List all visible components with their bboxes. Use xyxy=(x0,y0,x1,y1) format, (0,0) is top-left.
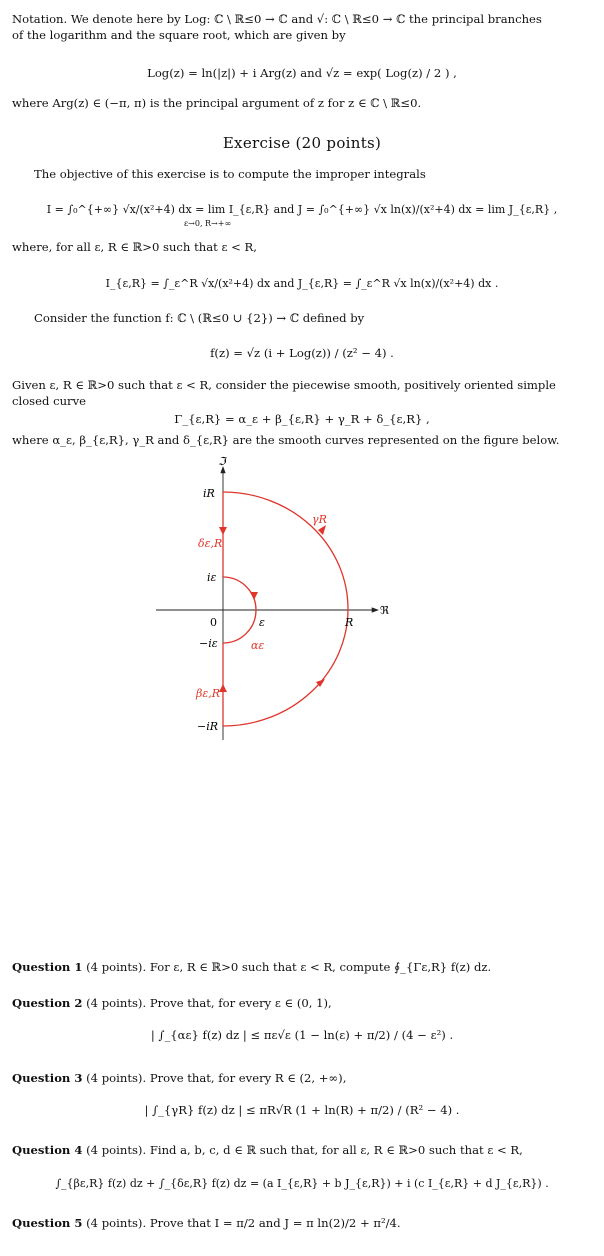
exercise-title: Exercise (20 points) xyxy=(222,134,382,152)
notation-line-2: of the logarithm and the square root, which are given by xyxy=(12,28,346,42)
label-alpha: αε xyxy=(251,639,265,652)
given-line-1: Given ε, R ∈ ℝ>0 such that ε < R, consider the piecewise smooth, positively oriented simple xyxy=(12,378,556,392)
question-4-label: Question 4 xyxy=(12,1143,83,1157)
question-4-text: (4 points). Find a, b, c, d ∈ ℝ such that, for all ε, R ∈ ℝ>0 such that ε < R, xyxy=(86,1143,523,1157)
question-3 xyxy=(12,1071,346,1086)
question-3-label: Question 3 xyxy=(12,1071,83,1085)
question-2-label: Question 2 xyxy=(12,996,83,1010)
integrals-I-J: I = ∫₀^{+∞} √x/(x²+4) dx = lim I_{ε,R} and J = ∫₀^{+∞} √x ln(x)/(x²+4) dx = lim J_{ε,R} , xyxy=(46,203,558,216)
question-2 xyxy=(12,996,332,1011)
question-5-label: Question 5 xyxy=(12,1216,83,1230)
label-i-eps: iε xyxy=(207,571,217,584)
given-line-2: closed curve xyxy=(12,394,87,408)
label-neg-i-eps: −iε xyxy=(199,637,218,650)
question-2-formula: | ∫_{αε} f(z) dz | ≤ πε√ε (1 − ln(ε) + π/2) / (4 − ε²) . xyxy=(150,1028,454,1042)
question-4 xyxy=(12,1143,523,1158)
contour-figure xyxy=(0,455,604,755)
notation-line-1: Notation. We denote here by Log: ℂ \ ℝ≤0 → ℂ and √: ℂ \ ℝ≤0 → ℂ the principal branches xyxy=(12,12,542,26)
label-iR: iR xyxy=(203,487,215,500)
label-beta: βε,R xyxy=(196,687,221,700)
where-curves: where α_ε, β_{ε,R}, γ_R and δ_{ε,R} are the smooth curves represented on the figure below. xyxy=(12,433,560,447)
label-R: R xyxy=(345,616,354,629)
integrals-eps-R: I_{ε,R} = ∫_ε^R √x/(x²+4) dx and J_{ε,R} = ∫_ε^R √x ln(x)/(x²+4) dx . xyxy=(105,277,499,290)
question-1 xyxy=(12,960,491,975)
objective-text: The objective of this exercise is to compute the improper integrals xyxy=(34,167,426,181)
question-1-label: Question 1 xyxy=(12,960,83,974)
gamma-R-curve xyxy=(223,492,348,726)
consider-function: Consider the function f: ℂ \ (ℝ≤0 ∪ {2}) → ℂ defined by xyxy=(34,311,365,325)
question-4-formula: ∫_{βε,R} f(z) dz + ∫_{δε,R} f(z) dz = (a I_{ε,R} + b J_{ε,R}) + i (c I_{ε,R} + d J_{ε,R}) . xyxy=(55,1177,549,1190)
arg-definition: where Arg(z) ∈ (−π, π) is the principal argument of z for z ∈ ℂ \ ℝ≤0. xyxy=(12,96,422,110)
alpha-arrow xyxy=(250,592,258,600)
label-eps: ε xyxy=(259,616,265,629)
f-definition: f(z) = √z (i + Log(z)) / (z² − 4) . xyxy=(210,346,394,360)
gamma-definition: Γ_{ε,R} = α_ε + β_{ε,R} + γ_R + δ_{ε,R} , xyxy=(174,412,430,426)
question-3-formula: | ∫_{γR} f(z) dz | ≤ πR√R (1 + ln(R) + π/2) / (R² − 4) . xyxy=(144,1103,460,1117)
question-5-text: (4 points). Prove that I = π/2 and J = π ln(2)/2 + π²/4. xyxy=(86,1216,401,1230)
label-delta: δε,R xyxy=(198,537,223,550)
delta-arrow xyxy=(219,527,227,535)
imag-axis-label: ℑ xyxy=(218,455,226,468)
log-sqrt-formula: Log(z) = ln(|z|) + i Arg(z) and √z = exp( Log(z) / 2 ) , xyxy=(147,66,457,80)
real-axis-label: ℜ xyxy=(380,604,389,617)
label-neg-iR: −iR xyxy=(197,720,219,733)
question-3-text: (4 points). Prove that, for every R ∈ (2, +∞), xyxy=(86,1071,347,1085)
label-zero: 0 xyxy=(210,616,217,629)
question-2-text: (4 points). Prove that, for every ε ∈ (0, 1), xyxy=(86,996,332,1010)
label-gamma-R: γR xyxy=(312,513,327,526)
limit-note-I: ε→0, R→+∞ xyxy=(184,219,232,228)
question-5 xyxy=(12,1216,401,1231)
question-1-text: (4 points). For ε, R ∈ ℝ>0 such that ε < R, compute ∮_{Γε,R} f(z) dz. xyxy=(86,960,492,974)
beta-arrow xyxy=(219,684,227,692)
where-eps-R: where, for all ε, R ∈ ℝ>0 such that ε < R, xyxy=(12,240,257,254)
